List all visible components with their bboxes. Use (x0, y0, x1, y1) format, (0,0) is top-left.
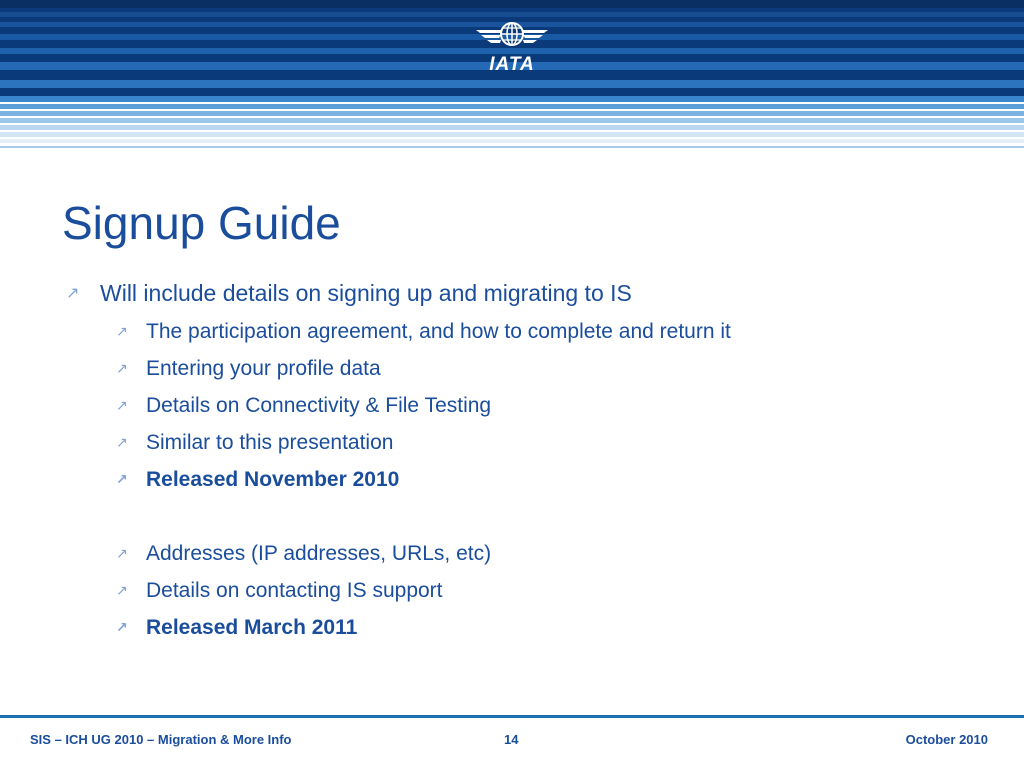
header-stripe-top (0, 0, 1024, 8)
iata-logo (472, 14, 552, 74)
arrow-up-right-icon: ↗ (116, 582, 128, 598)
bullet-text: Will include details on signing up and migrating to IS (100, 280, 632, 306)
sub-bullet-item (116, 320, 731, 344)
arrow-up-right-icon: ↗ (116, 434, 128, 450)
bullet-text: Details on Connectivity & File Testing (146, 394, 492, 417)
sub-bullet-item (116, 616, 358, 640)
footer-page-number: 14 (504, 732, 519, 747)
bullet-text: Similar to this presentation (146, 431, 394, 454)
header-stripe (0, 125, 1024, 130)
bullet-text: Released November 2010 (146, 468, 400, 491)
header-stripe (0, 118, 1024, 123)
footer-presentation-name: SIS – ICH UG 2010 – Migration & More Info (30, 732, 292, 747)
footer-divider (0, 715, 1024, 718)
header-stripe (0, 80, 1024, 88)
header-band (0, 0, 1024, 150)
sub-bullet-item (116, 468, 400, 492)
sub-bullet-item (116, 357, 381, 381)
logo-text: IATA (489, 54, 535, 75)
arrow-up-right-icon: ↗ (116, 619, 128, 635)
bullet-item (66, 280, 632, 307)
bullet-text: Entering your profile data (146, 357, 381, 380)
slide-title: Signup Guide (62, 197, 341, 249)
globe-wings-icon (472, 14, 552, 56)
header-stripe (0, 111, 1024, 116)
arrow-up-right-icon: ↗ (116, 471, 128, 487)
arrow-up-right-icon: ↗ (116, 360, 128, 376)
header-stripe (0, 104, 1024, 109)
arrow-up-right-icon: ↗ (66, 285, 80, 302)
arrow-up-right-icon: ↗ (116, 545, 128, 561)
header-stripe-bottom (0, 146, 1024, 148)
footer-date: October 2010 (905, 732, 988, 747)
sub-bullet-item (116, 431, 394, 455)
bullet-text: Released March 2011 (146, 616, 358, 639)
sub-bullet-item (116, 542, 492, 566)
sub-bullet-item (116, 394, 492, 418)
bullet-text: The participation agreement, and how to complete and return it (146, 320, 731, 343)
header-stripe (0, 132, 1024, 137)
bullet-text: Details on contacting IS support (146, 579, 443, 602)
sub-bullet-item (116, 579, 443, 603)
header-stripe (0, 139, 1024, 143)
bullet-text: Addresses (IP addresses, URLs, etc) (146, 542, 492, 565)
header-stripe (0, 96, 1024, 102)
arrow-up-right-icon: ↗ (116, 323, 128, 339)
arrow-up-right-icon: ↗ (116, 397, 128, 413)
